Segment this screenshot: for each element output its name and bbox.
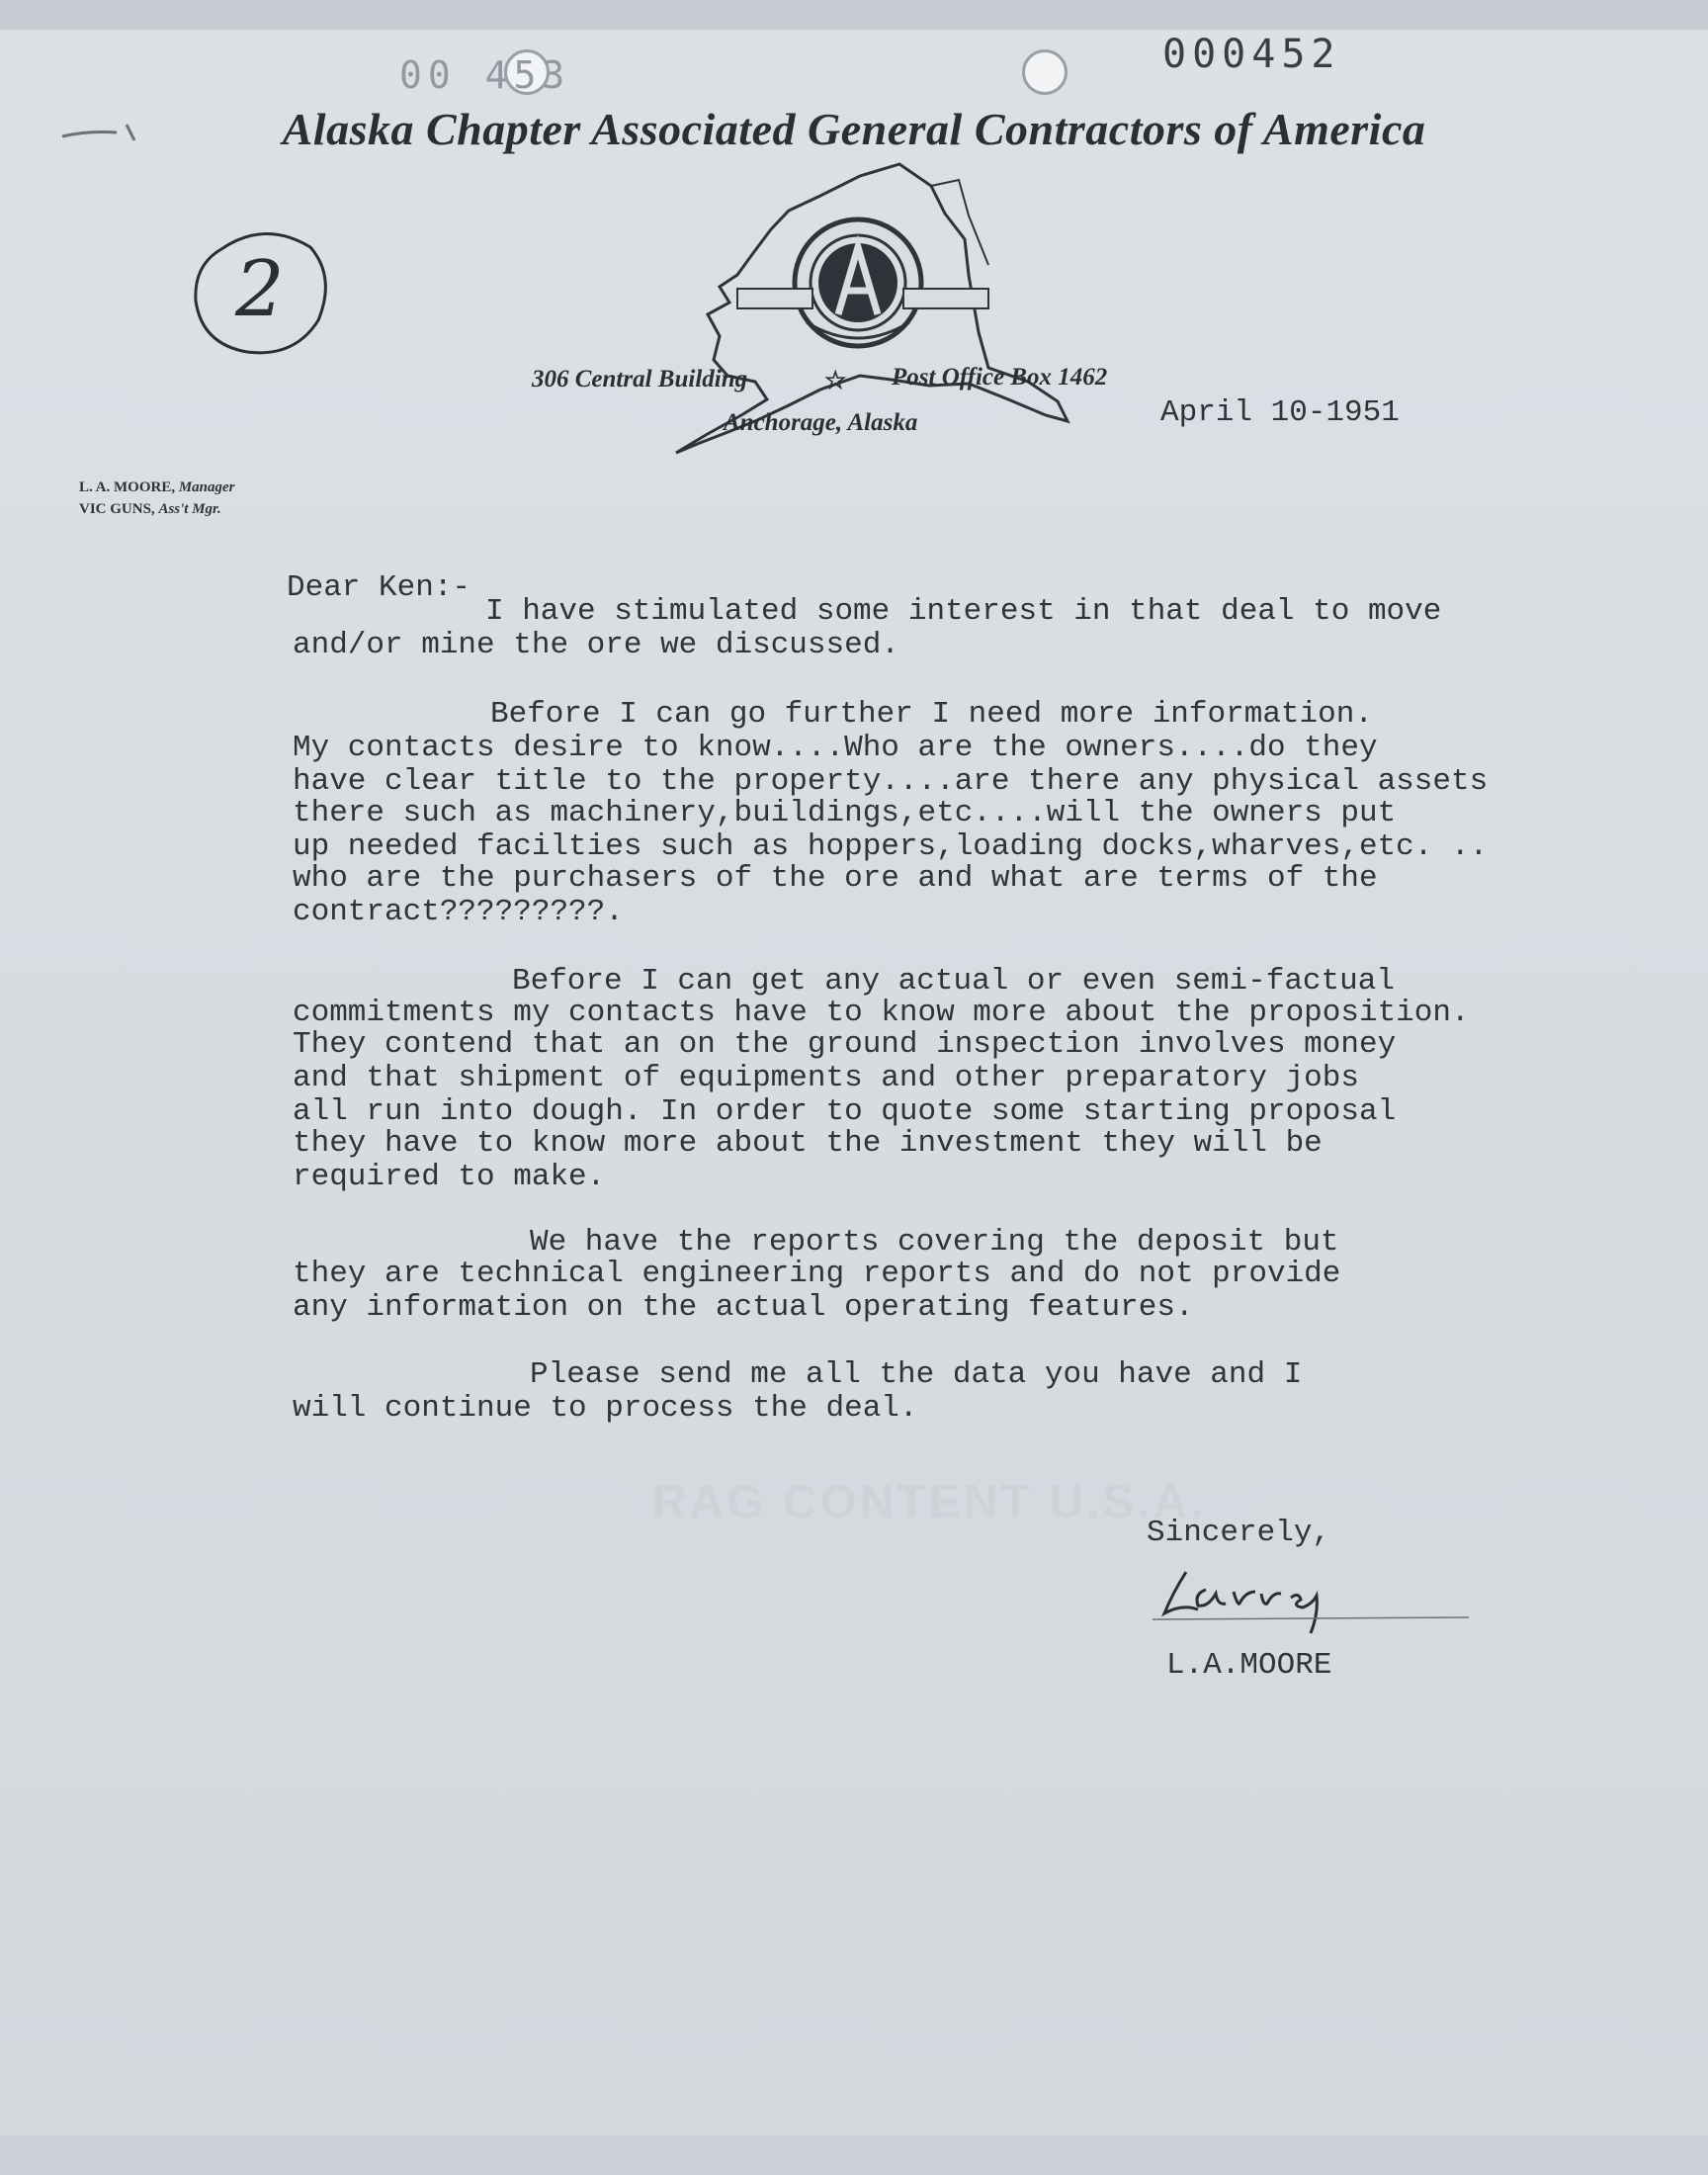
body-line: who are the purchasers of the ore and what are terms of the — [293, 861, 1378, 896]
body-line: have clear title to the property....are there any physical assets — [293, 764, 1489, 799]
body-line: Please send me all the data you have and I — [530, 1357, 1303, 1392]
address-po-box: Post Office Box 1462 — [892, 364, 1108, 391]
star-icon: ☆ — [824, 368, 847, 394]
signature-name: L.A.MOORE — [1166, 1648, 1332, 1683]
address-city: Anchorage, Alaska — [724, 409, 918, 436]
body-line: up needed facilties such as hoppers,loading docks,wharves,etc. .. — [293, 829, 1489, 864]
body-line: They contend that an on the ground inspection involves money — [293, 1027, 1397, 1062]
staff-name: VIC GUNS, — [79, 501, 155, 517]
address-building: 306 Central Building — [532, 366, 748, 392]
staff-line — [79, 498, 235, 520]
faded-page-number: 00 453 — [399, 53, 571, 97]
page-number-stamp: 000452 — [1162, 32, 1341, 77]
letter-date: April 10-1951 — [1160, 395, 1400, 430]
body-line: there such as machinery,buildings,etc....will the owners put — [293, 796, 1397, 830]
staff-role: Manager — [178, 479, 235, 495]
body-line: they are technical engineering reports and do not provide — [293, 1257, 1341, 1291]
letterhead-title: Alaska Chapter Associated General Contractors of America — [282, 104, 1426, 154]
body-line: required to make. — [293, 1160, 606, 1194]
body-line: they have to know more about the investment they will be — [293, 1126, 1323, 1161]
paper-watermark: RAG CONTENT U.S.A. — [652, 1476, 1207, 1528]
body-line: My contacts desire to know....Who are the owners....do they — [293, 731, 1378, 765]
scan-bottom-edge — [0, 2135, 1708, 2175]
body-line: all run into dough. In order to quote some starting proposal — [293, 1094, 1397, 1129]
scan-top-edge — [0, 0, 1708, 30]
staff-list — [79, 477, 235, 520]
body-line: We have the reports covering the deposit but — [530, 1225, 1339, 1260]
body-line: and that shipment of equipments and other preparatory jobs — [293, 1061, 1359, 1095]
body-line: contract?????????. — [293, 895, 624, 929]
body-line: commitments my contacts have to know more about the proposition. — [293, 996, 1470, 1030]
circled-annotation — [186, 225, 334, 362]
body-line: I have stimulated some interest in that deal to move — [485, 594, 1442, 629]
staff-role: Ass't Mgr. — [158, 501, 221, 517]
body-line: Before I can get any actual or even semi-factual — [512, 964, 1395, 999]
salutation: Dear Ken:- — [287, 570, 471, 605]
closing: Sincerely, — [1147, 1516, 1331, 1550]
body-line: any information on the actual operating features. — [293, 1290, 1194, 1325]
body-line: Before I can go further I need more information. — [490, 697, 1373, 732]
body-line: and/or mine the ore we discussed. — [293, 628, 899, 662]
handwritten-signature — [1143, 1554, 1479, 1643]
punch-hole-right — [1022, 49, 1068, 95]
body-line: will continue to process the deal. — [293, 1391, 918, 1426]
staff-line — [79, 477, 235, 498]
circled-number: 2 — [235, 245, 285, 334]
staff-name: L. A. MOORE, — [79, 479, 176, 495]
